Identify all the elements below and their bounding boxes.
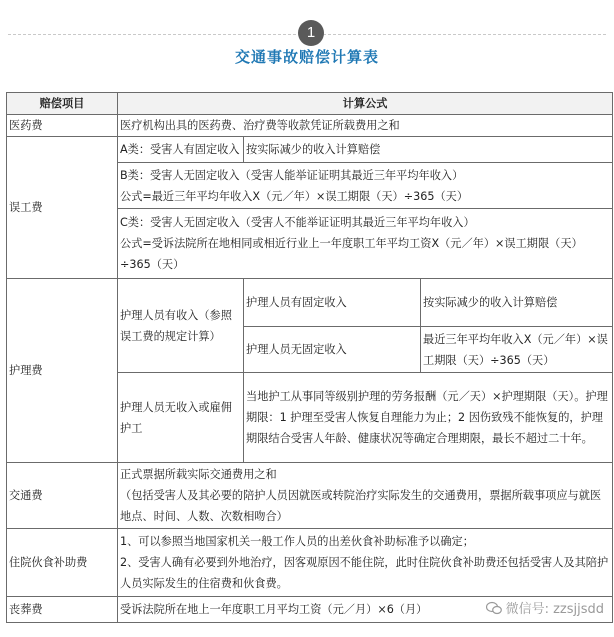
lost-wages-b	[118, 163, 613, 209]
wechat-icon	[486, 601, 502, 615]
row-formula-medical: 医疗机构出具的医药费、治疗费等收款凭证所载费用之和	[118, 115, 613, 137]
lost-wages-b-condition: B类：受害人无固定收入（受害人能举证证明其最近三年平均年收入）	[120, 168, 464, 182]
table-row	[7, 279, 613, 327]
row-item-meal-subsidy: 住院伙食补助费	[7, 529, 118, 597]
row-formula-funeral: 受诉法院所在地上一年度职工月平均工资（元／月）×6（月）	[118, 597, 613, 623]
watermark-text: 微信号: zzsjjsdd	[505, 602, 604, 617]
compensation-table	[6, 92, 613, 623]
table-row	[7, 115, 613, 137]
header-formula: 计算公式	[118, 93, 613, 115]
lost-wages-b-formula: 公式=最近三年平均年收入X（元／年）×误工期限（天）÷365（天）	[120, 189, 469, 203]
nursing-with-income: 护理人员有收入（参照误工费的规定计算）	[118, 279, 244, 373]
nursing-no-income: 护理人员无收入或雇佣护工	[118, 373, 244, 463]
row-item-medical: 医药费	[7, 115, 118, 137]
section-number-badge: 1	[298, 20, 324, 46]
meal-subsidy-line-1: 1、可以参照当地国家机关一般工作人员的出差伙食补助标准予以确定；	[120, 535, 474, 548]
nursing-fixed-income: 护理人员有固定收入	[244, 279, 421, 327]
lost-wages-c	[118, 209, 613, 279]
row-formula-transport	[118, 463, 613, 529]
lost-wages-a-formula: 按实际减少的收入计算赔偿	[244, 137, 613, 163]
meal-subsidy-line-2: 2、受害人确有必要到外地治疗，因客观原因不能住院，此时住院伙食补助费还包括受害人及其陪护人员实际发生的住宿费和伙食费。	[120, 556, 609, 590]
nursing-no-fixed-formula: 最近三年平均年收入X（元／年）×误工期限（天）÷365（天）	[421, 327, 613, 373]
transport-line-1: 正式票据所载实际交通费用之和	[120, 468, 277, 481]
transport-line-2: （包括受害人及其必要的陪护人员因就医或转院治疗实际发生的交通费用，票据所载事项应与就医地点、时间、人数、次数相吻合）	[120, 489, 602, 523]
nursing-no-income-formula: 当地护工从事同等级别护理的劳务报酬（元／天）×护理期限（天）。护理期限：1 护理至受害人恢复自理能力为止；2 因伤致残不能恢复的，护理期限结合受害人年龄、健康状况等确定合理期限，最长不超过二十年。	[244, 373, 613, 463]
table-row	[7, 137, 613, 163]
nursing-no-fixed-income: 护理人员无固定收入	[244, 327, 421, 373]
row-item-nursing: 护理费	[7, 279, 118, 463]
row-item-lost-wages: 误工费	[7, 137, 118, 279]
lost-wages-a-label: A类：受害人有固定收入	[118, 137, 244, 163]
header-item: 赔偿项目	[7, 93, 118, 115]
page-title: 交通事故赔偿计算表	[234, 48, 379, 66]
wechat-watermark	[484, 598, 606, 617]
table-header-row	[7, 93, 613, 115]
row-item-funeral: 丧葬费	[7, 597, 118, 623]
row-item-transport: 交通费	[7, 463, 118, 529]
lost-wages-c-formula: 公式=受诉法院所在地相同或相近行业上一年度职工年平均工资X（元／年）×误工期限（天） ÷365（天）	[120, 237, 583, 271]
table-row	[7, 529, 613, 597]
row-formula-meal-subsidy	[118, 529, 613, 597]
lost-wages-c-condition: C类：受害人无固定收入（受害人不能举证证明其最近三年平均年收入）	[120, 216, 475, 229]
nursing-fixed-formula: 按实际减少的收入计算赔偿	[421, 279, 613, 327]
table-row	[7, 463, 613, 529]
